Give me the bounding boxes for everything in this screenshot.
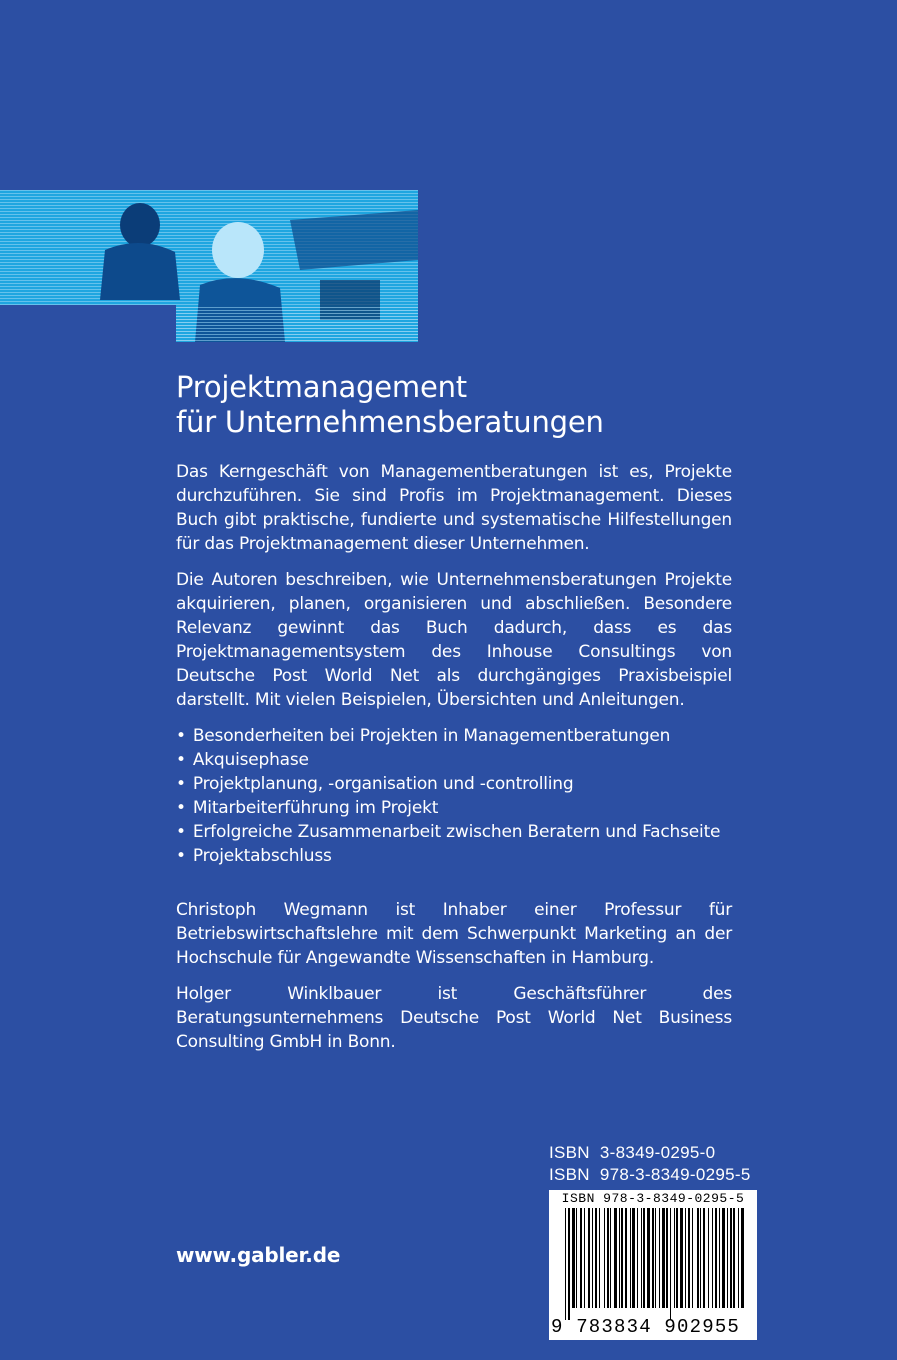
barcode-bar — [647, 1208, 650, 1308]
barcode-bar — [588, 1208, 590, 1308]
book-title — [176, 370, 732, 440]
barcode-bar — [637, 1208, 638, 1308]
barcode-bar — [727, 1208, 728, 1308]
barcode-bar — [741, 1208, 744, 1308]
barcode-bar — [733, 1208, 735, 1308]
barcode — [549, 1190, 757, 1340]
list-item: • Akquisephase — [176, 748, 732, 772]
barcode-digits: 9 783834 902955 — [551, 1316, 741, 1338]
barcode-bar — [697, 1208, 699, 1308]
barcode-bar — [719, 1208, 720, 1308]
barcode-bar — [676, 1208, 678, 1308]
barcode-bar — [703, 1208, 705, 1308]
barcode-isbn-label: ISBN 978-3-8349-0295-5 — [561, 1191, 745, 1206]
barcode-bar — [595, 1208, 597, 1308]
cover-photo-banner — [0, 190, 418, 342]
author-bio: Holger Winklbauer ist Geschäftsführer des Beratungsunternehmens Deutsche Post World Net Business Consulting GmbH in Bonn. — [176, 984, 732, 1052]
barcode-bar — [568, 1208, 570, 1320]
photo-image — [0, 190, 418, 342]
barcode-bar — [621, 1208, 623, 1308]
barcode-bar — [712, 1208, 713, 1308]
barcode-bar — [662, 1208, 665, 1308]
barcode-bar — [674, 1208, 675, 1308]
barcode-bar — [610, 1208, 611, 1308]
isbn-13: ISBN 978-3-8349-0295-5 — [549, 1165, 751, 1184]
list-item: • Projektplanung, -organisation und -controlling — [176, 772, 732, 796]
barcode-bar — [659, 1208, 660, 1308]
barcode-bar — [625, 1208, 627, 1308]
barcode-bar — [599, 1208, 600, 1308]
barcode-bar — [708, 1208, 709, 1308]
barcode-bar — [572, 1208, 575, 1308]
barcode-bar — [666, 1208, 668, 1308]
barcode-bar — [655, 1208, 656, 1308]
barcode-bar — [685, 1208, 686, 1308]
barcode-bar — [632, 1208, 635, 1308]
barcode-bar — [715, 1208, 717, 1308]
isbn-10: ISBN 3-8349-0295-0 — [549, 1143, 716, 1162]
list-item: • Projektabschluss — [176, 844, 732, 868]
barcode-bar — [688, 1208, 690, 1308]
barcode-bar — [700, 1208, 701, 1308]
barcode-bar — [607, 1208, 609, 1308]
list-item: • Besonderheiten bei Projekten in Managementberatungen — [176, 724, 732, 748]
back-cover-text — [176, 370, 732, 1054]
barcode-bar — [584, 1208, 585, 1308]
barcode-bar — [592, 1208, 593, 1308]
barcode-bar — [680, 1208, 683, 1308]
barcode-bar — [730, 1208, 732, 1308]
barcode-bar — [619, 1208, 620, 1308]
description-paragraph: Das Kerngeschäft von Managementberatungen ist es, Projekte durchzuführen. Sie sind Profis im Projektmanagement. Dieses Buch gibt praktische, fundierte und systematische Hilfestellungen für das Projektmanagement dieser Unternehmen. — [176, 462, 732, 554]
title-line: Projektmanagement — [176, 370, 467, 404]
list-item: • Erfolgreiche Zusammenarbeit zwischen Beratern und Fachseite — [176, 820, 732, 844]
publisher-url: www.gabler.de — [176, 1243, 341, 1267]
barcode-bar — [722, 1208, 725, 1308]
barcode-bar — [692, 1208, 693, 1308]
barcode-bar — [643, 1208, 645, 1308]
title-line: für Unternehmensberatungen — [176, 405, 604, 439]
feature-list — [176, 724, 732, 868]
description-paragraph: Die Autoren beschreiben, wie Unternehmensberatungen Projekte akquirieren, planen, organisieren und abschließen. Besondere Relevanz gewinnt das Buch dadurch, dass es das Projektmanagementsystem des Inhouse Consultings von Deutsche Post World Net als durchgängiges Praxisbeispiel darstellt. Mit vielen Beispielen, Übersichten und Anleitungen. — [176, 570, 732, 710]
isbn-block — [549, 1142, 757, 1340]
barcode-bar — [576, 1208, 577, 1308]
barcode-bar — [580, 1208, 582, 1308]
barcode-bar — [652, 1208, 654, 1308]
barcode-bar — [738, 1208, 739, 1308]
barcode-bar — [670, 1208, 671, 1320]
barcode-bar — [641, 1208, 642, 1308]
author-bio: Christoph Wegmann ist Inhaber einer Professur für Betriebswirtschaftslehre mit dem Schwerpunkt Marketing an der Hochschule für Angewandte Wissenschaften in Hamburg. — [176, 900, 732, 968]
barcode-bar — [630, 1208, 631, 1308]
barcode-bar — [614, 1208, 617, 1308]
list-item: • Mitarbeiterführung im Projekt — [176, 796, 732, 820]
barcode-bar — [604, 1208, 605, 1308]
barcode-bar — [565, 1208, 566, 1320]
